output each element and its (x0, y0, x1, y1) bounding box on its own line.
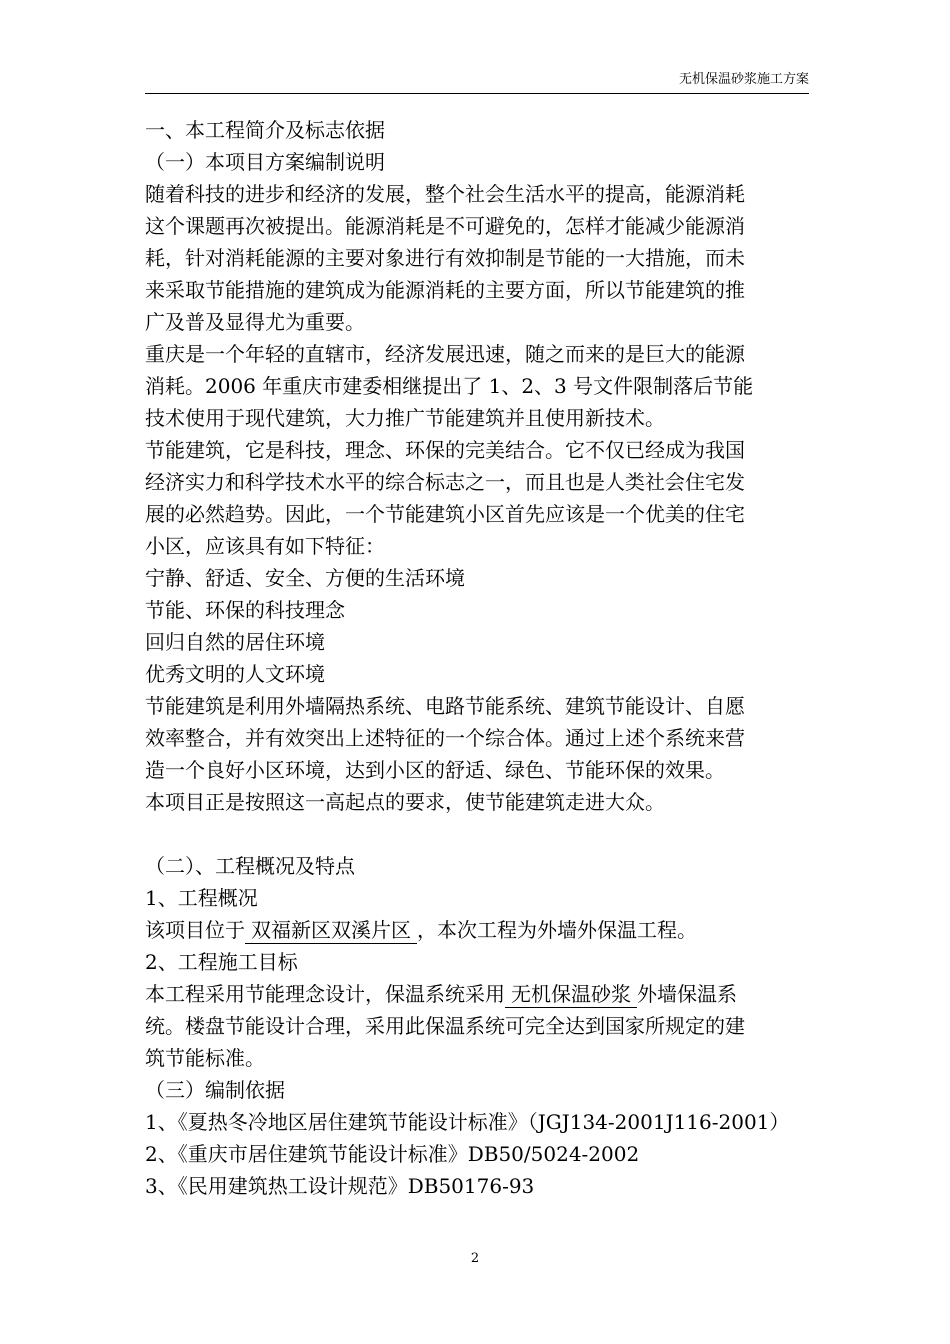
location-suffix: ，本次工程为外墙外保温工程。 (417, 918, 697, 942)
paragraph-line: 经济实力和科学技术水平的综合标志之一，而且也是人类社会住宅发 (145, 470, 745, 494)
paragraph-line: 本项目正是按照这一高起点的要求，使节能建筑走进大众。 (145, 790, 665, 814)
insulation-system-line (145, 978, 809, 1010)
paragraph-line: 消耗。2006 年重庆市建委相继提出了 1、2、3 号文件限制落后节能 (145, 374, 754, 398)
subsection-heading: （三）编制依据 (145, 1078, 285, 1102)
subsection-heading: （一）本项目方案编制说明 (145, 150, 385, 174)
reference-item: 2、《重庆市居住建筑节能设计标准》DB50/5024-2002 (145, 1142, 640, 1166)
section-heading: 一、本工程简介及标志依据 (145, 118, 385, 142)
paragraph-line: 广及普及显得尤为重要。 (145, 310, 365, 334)
feature-item: 宁静、舒适、安全、方便的生活环境 (145, 566, 465, 590)
page-header-title: 无机保温砂浆施工方案 (678, 72, 809, 87)
system-suffix: 外墙保温系 (637, 982, 737, 1006)
paragraph-line: 造一个良好小区环境，达到小区的舒适、绿色、节能环保的效果。 (145, 758, 725, 782)
paragraph-line: 小区，应该具有如下特征： (145, 534, 385, 558)
paragraph-line: 随着科技的进步和经济的发展，整个社会生活水平的提高，能源消耗 (145, 182, 745, 206)
paragraph-line: 节能建筑是利用外墙隔热系统、电路节能系统、建筑节能设计、自愿 (145, 694, 745, 718)
document-body (145, 114, 809, 1202)
paragraph-line: 重庆是一个年轻的直辖市，经济发展迅速，随之而来的是巨大的能源 (145, 342, 745, 366)
header-divider (145, 93, 809, 94)
project-location-line (145, 914, 809, 946)
system-prefix: 本工程采用节能理念设计，保温系统采用 (145, 982, 505, 1006)
item-heading: 1、工程概况 (145, 886, 258, 910)
paragraph-line: 筑节能标准。 (145, 1046, 265, 1070)
feature-item: 回归自然的居住环境 (145, 630, 325, 654)
blank-line (145, 818, 809, 850)
system-fill-field: 无机保温砂浆 (505, 981, 637, 1008)
paragraph-line: 这个课题再次被提出。能源消耗是不可避免的，怎样才能减少能源消 (145, 214, 745, 238)
paragraph-line: 技术使用于现代建筑，大力推广节能建筑并且使用新技术。 (145, 406, 665, 430)
paragraph-line: 效率整合，并有效突出上述特征的一个综合体。通过上述个系统来营 (145, 726, 745, 750)
reference-item: 1、《夏热冬冷地区居住建筑节能设计标准》（JGJ134-2001J116-2001） (145, 1110, 790, 1134)
paragraph-line: 统。楼盘节能设计合理，采用此保温系统可完全达到国家所规定的建 (145, 1014, 745, 1038)
reference-item: 3、《民用建筑热工设计规范》DB50176-93 (145, 1174, 535, 1198)
paragraph-line: 展的必然趋势。因此，一个节能建筑小区首先应该是一个优美的住宅 (145, 502, 745, 526)
paragraph-line: 来采取节能措施的建筑成为能源消耗的主要方面，所以节能建筑的推 (145, 278, 745, 302)
location-fill-field: 双福新区双溪片区 (245, 917, 417, 944)
location-prefix: 该项目位于 (145, 918, 245, 942)
item-heading: 2、工程施工目标 (145, 950, 298, 974)
feature-item: 节能、环保的科技理念 (145, 598, 345, 622)
paragraph-line: 耗，针对消耗能源的主要对象进行有效抑制是节能的一大措施，而未 (145, 246, 745, 270)
paragraph-line: 节能建筑，它是科技，理念、环保的完美结合。它不仅已经成为我国 (145, 438, 745, 462)
section-heading: （二）、工程概况及特点 (145, 854, 355, 878)
page-number: 2 (470, 1251, 480, 1266)
feature-item: 优秀文明的人文环境 (145, 662, 325, 686)
